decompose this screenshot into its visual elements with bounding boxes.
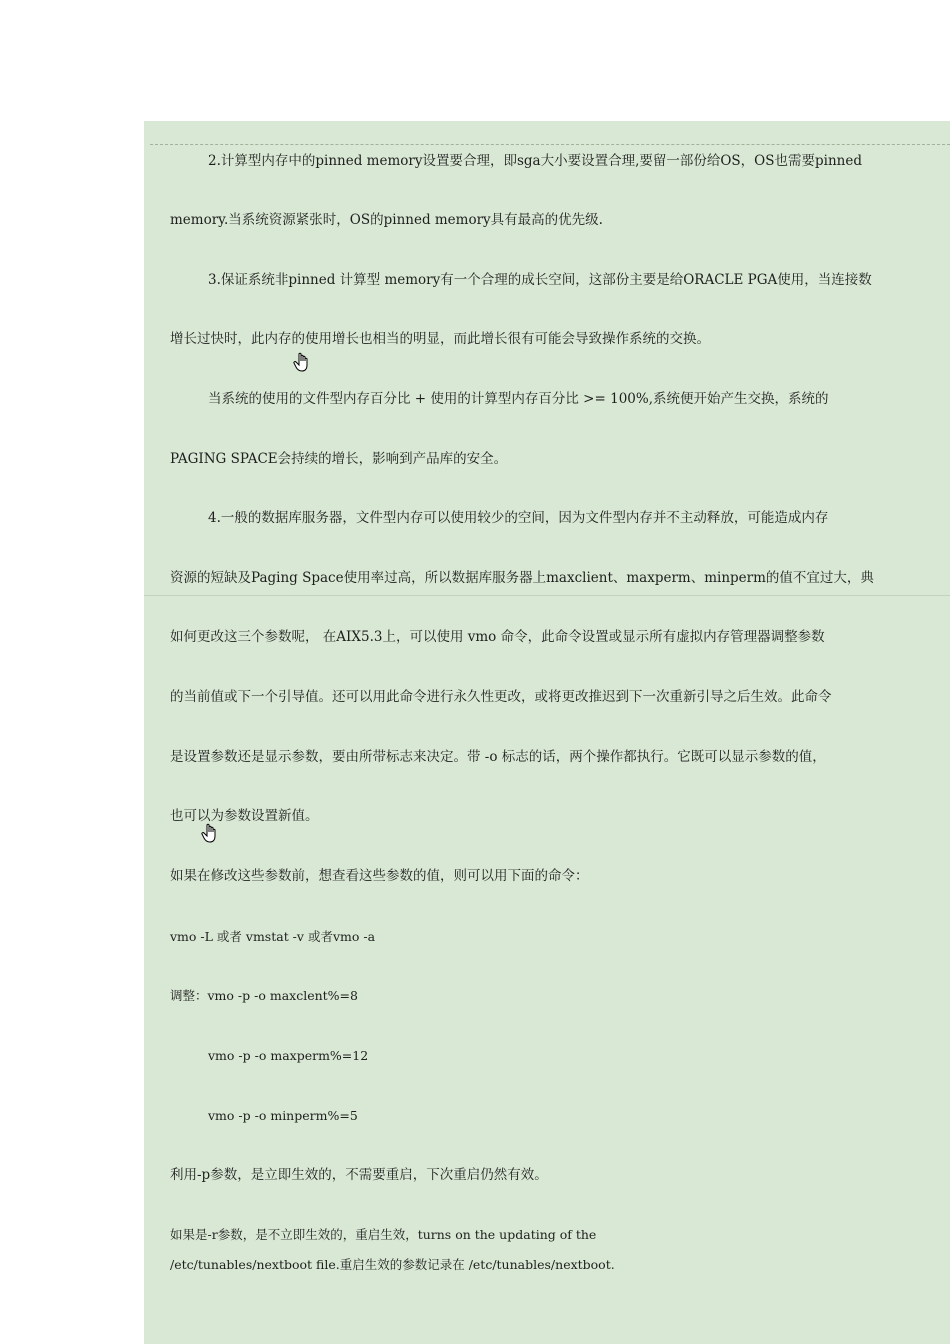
paragraph-line: 当系统的使用的文件型内存百分比 + 使用的计算型内存百分比 >= 100%,系统便开始产生交换，系统的 (208, 391, 829, 407)
paragraph-line: 利用-p参数，是立即生效的，不需要重启，下次重启仍然有效。 (170, 1167, 548, 1183)
command-line: vmo -p -o minperm%=5 (208, 1108, 358, 1123)
paragraph-line: 增长过快时，此内存的使用增长也相当的明显，而此增长很有可能会导致操作系统的交换。 (170, 331, 710, 347)
hand-cursor-icon (291, 351, 313, 373)
paragraph-line: 如果是-r参数，是不立即生效的，重启生效，turns on the updating of the (170, 1227, 597, 1242)
paragraph-line: 2.计算型内存中的pinned memory设置要合理，即sga大小要设置合理,要留一部份给OS，OS也需要pinned (208, 153, 862, 169)
hand-cursor-icon (199, 822, 221, 844)
paragraph-line: memory.当系统资源紧张时，OS的pinned memory具有最高的优先级. (170, 212, 603, 228)
command-line: vmo -p -o maxperm%=12 (208, 1048, 369, 1063)
paragraph-line: 3.保证系统非pinned 计算型 memory有一个合理的成长空间，这部份主要是给ORACLE PGA使用，当连接数 (208, 272, 872, 288)
top-dashed-divider (150, 144, 950, 145)
paragraph-line: 的当前值或下一个引导值。还可以用此命令进行永久性更改，或将更改推迟到下一次重新引导之后生效。此命令 (170, 689, 832, 705)
paragraph-line: PAGING SPACE会持续的增长，影响到产品库的安全。 (170, 451, 508, 467)
section-divider (144, 595, 950, 596)
paragraph-line: /etc/tunables/nextboot file.重启生效的参数记录在 /etc/tunables/nextboot. (170, 1257, 615, 1272)
paragraph-line: 如何更改这三个参数呢， 在AIX5.3上，可以使用 vmo 命令，此命令设置或显示所有虚拟内存管理器调整参数 (170, 629, 825, 645)
command-line: vmo -L 或者 vmstat -v 或者vmo -a (170, 929, 376, 944)
paragraph-line: 如果在修改这些参数前，想查看这些参数的值，则可以用下面的命令： (170, 868, 589, 884)
paragraph-line: 是设置参数还是显示参数，要由所带标志来决定。带 -o 标志的话，两个操作都执行。它既可以显示参数的值， (170, 749, 826, 765)
paragraph-line: 资源的短缺及Paging Space使用率过高，所以数据库服务器上maxclient、maxperm、minperm的值不宜过大，典 (170, 570, 874, 586)
command-line: 调整：vmo -p -o maxclent%=8 (170, 988, 358, 1003)
paragraph-line: 4.一般的数据库服务器，文件型内存可以使用较少的空间，因为文件型内存并不主动释放，可能造成内存 (208, 510, 829, 526)
content-panel (144, 121, 950, 1344)
paragraph-line: 也可以为参数设置新值。 (170, 808, 319, 824)
